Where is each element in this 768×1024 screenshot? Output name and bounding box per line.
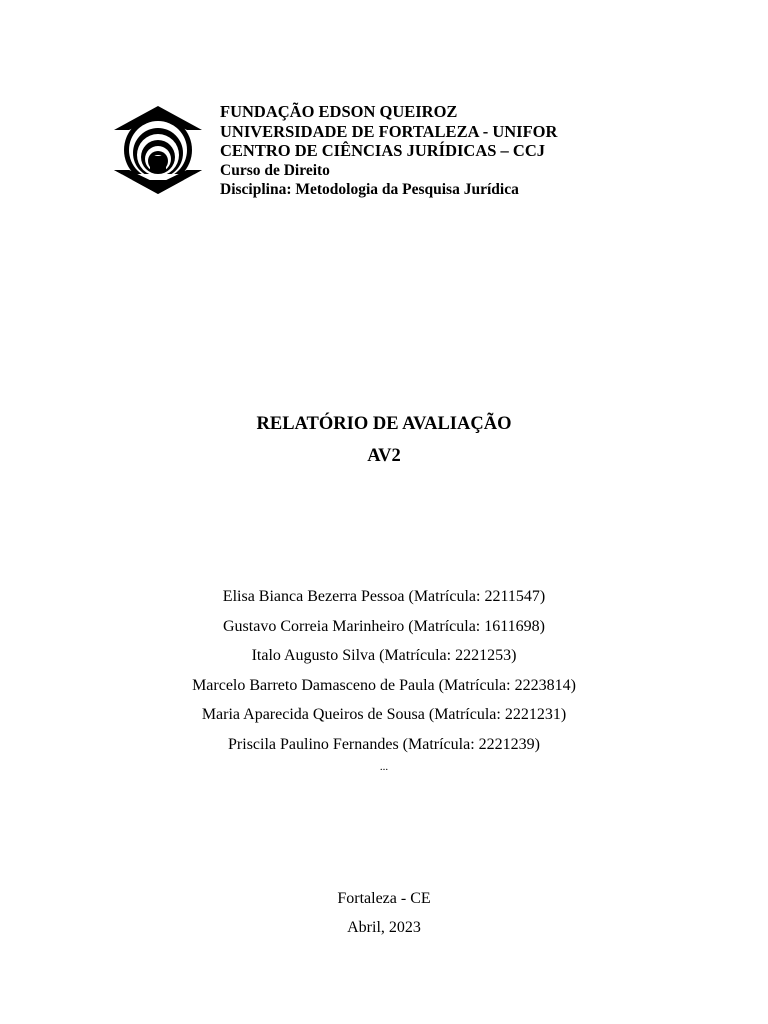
author-item: Maria Aparecida Queiros de Sousa (Matrícula: 2221231) [201,706,567,724]
discipline-name: Disciplina: Metodologia da Pesquisa Jurídica [220,181,519,198]
author-item: Elisa Bianca Bezerra Pessoa (Matrícula: 2211547) [222,588,546,605]
report-title: RELATÓRIO DE AVALIAÇÃO [256,414,512,434]
footer-date: Abril, 2023 [347,919,421,936]
foundation-name: FUNDAÇÃO EDSON QUEIROZ [220,102,458,121]
author-item: Marcelo Barreto Damasceno de Paula (Matrícula: 2223814) [192,676,576,694]
unifor-seal-icon [112,104,204,196]
author-item: Gustavo Correia Marinheiro (Matrícula: 1611698) [223,617,545,635]
author-list [0,586,768,774]
author-item: Priscila Paulino Fernandes (Matrícula: 2221239) [228,735,540,753]
course-name: Curso de Direito [220,161,330,179]
document-footer [0,888,768,946]
author-item: Italo Augusto Silva (Matrícula: 2221253) [251,647,517,665]
university-name: UNIVERSIDADE DE FORTALEZA - UNIFOR [220,121,558,141]
document-title [0,413,768,467]
authors-ellipsis: ... [379,760,389,773]
footer-city: Fortaleza - CE [337,890,431,907]
report-subtitle: AV2 [367,446,401,466]
institution-header [220,102,557,200]
center-name: CENTRO DE CIÊNCIAS JURÍDICAS – CCJ [220,141,546,160]
